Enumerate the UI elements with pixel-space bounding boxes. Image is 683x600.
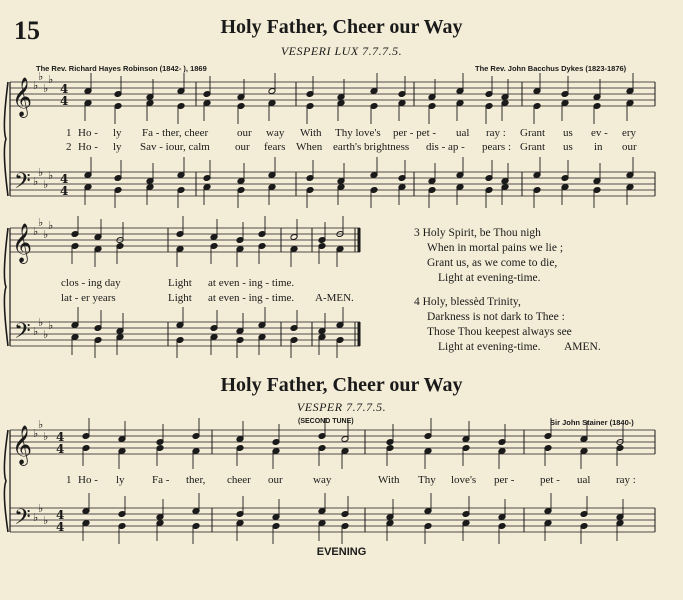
lyric-syllable: clos - ing day [61, 277, 121, 289]
lyric-syllable: way [313, 474, 332, 486]
lyric-syllable: us [563, 141, 573, 153]
time-signature: 4 [56, 430, 65, 444]
lyric-syllable: Fa - ther, cheer [142, 127, 209, 139]
flat-sign: ♭ [43, 328, 49, 341]
time-signature: 4 [56, 508, 65, 522]
lyric-syllable: us [563, 127, 573, 139]
stanza-line: Light at evening-time. [438, 272, 541, 284]
lyric-syllable: Thy [418, 474, 436, 486]
lyric-syllable: ev - [591, 127, 608, 139]
lyric-syllable: Ho - [78, 141, 98, 153]
flat-sign: ♭ [43, 82, 49, 95]
lyric-syllable: Ho - [78, 127, 98, 139]
music-credit: The Rev. John Bacchus Dykes (1823-1876) [475, 64, 627, 73]
flat-sign: ♭ [38, 316, 44, 329]
time-signature: 4 [56, 520, 65, 534]
lyric-syllable: cheer [227, 474, 251, 486]
lyric-syllable: ray : [616, 474, 636, 486]
flat-sign: ♭ [33, 175, 39, 188]
treble-clef: 𝄞 [12, 77, 33, 117]
flat-sign: ♭ [48, 73, 54, 86]
flat-sign: ♭ [48, 219, 54, 232]
stanza-line: When in mortal pains we lie ; [427, 242, 564, 254]
lyric-syllable: ual [577, 474, 591, 486]
flat-sign: ♭ [43, 430, 49, 443]
lyric-syllable: our [235, 141, 250, 153]
lyric-syllable: Grant [520, 127, 546, 139]
lyric-syllable: per - [494, 474, 515, 486]
treble-clef: 𝄞 [12, 425, 33, 465]
treble-clef: 𝄞 [12, 223, 33, 263]
hymn2-title: Holy Father, Cheer our Way [220, 374, 463, 396]
flat-sign: ♭ [38, 166, 44, 179]
page-footer-section: EVENING [316, 546, 367, 558]
flat-sign: ♭ [33, 325, 39, 338]
flat-sign: ♭ [33, 511, 39, 524]
flat-sign: ♭ [33, 427, 39, 440]
lyric-syllable: pears : [482, 141, 512, 153]
lyric-syllable: earth's brightness [333, 141, 410, 153]
stanza-line: 3 Holy Spirit, be Thou nigh [414, 227, 541, 239]
flat-sign: ♭ [43, 178, 49, 191]
lyric-syllable: ther, [186, 474, 206, 486]
lyric-syllable: ly [116, 474, 125, 486]
lyric-syllable: 1 [66, 127, 72, 139]
time-signature: 4 [60, 82, 69, 96]
lyric-syllable: love's [451, 474, 477, 486]
flat-sign: ♭ [43, 228, 49, 241]
system-brace [4, 82, 8, 196]
lyric-syllable: ual [456, 127, 470, 139]
flat-sign: ♭ [48, 319, 54, 332]
flat-sign: ♭ [48, 169, 54, 182]
tune-name: VESPERI LUX 7.7.7.5. [280, 44, 403, 58]
lyric-syllable: Thy love's [335, 127, 381, 139]
lyric-syllable: ray : [486, 127, 506, 139]
lyric-syllable: dis - ap - [426, 141, 465, 153]
flat-sign: ♭ [43, 514, 49, 527]
lyric-syllable: at even - ing - time. [208, 277, 295, 289]
lyric-syllable: ly [113, 141, 122, 153]
bass-clef: 𝄢 [14, 169, 31, 199]
lyric-syllable: Light [168, 277, 192, 289]
lyric-syllable: way [266, 127, 285, 139]
bass-clef: 𝄢 [14, 505, 31, 535]
time-signature: 4 [60, 172, 69, 186]
flat-sign: ♭ [38, 502, 44, 515]
lyric-syllable: When [296, 141, 323, 153]
system-brace [4, 228, 8, 346]
lyric-syllable: at even - ing - time. [208, 292, 295, 304]
stanza-line: Light at evening-time. [438, 341, 541, 353]
amen-label: A-MEN. [315, 292, 354, 304]
stanza-line: Grant us, as we come to die, [427, 257, 558, 269]
flat-sign: ♭ [33, 79, 39, 92]
lyric-syllable: 2 [66, 141, 72, 153]
time-signature: 4 [60, 184, 69, 198]
lyric-syllable: Sav - iour, calm [140, 141, 210, 153]
stanza-line: 4 Holy, blessèd Trinity, [414, 296, 521, 308]
lyric-syllable: ery [622, 127, 637, 139]
time-signature: 4 [60, 94, 69, 108]
lyric-syllable: per - pet - [393, 127, 437, 139]
bass-clef: 𝄢 [14, 319, 31, 349]
lyric-syllable: Grant [520, 141, 546, 153]
hymn2-music-credit: Sir John Stainer (1840-) [550, 418, 634, 427]
hymn-title: Holy Father, Cheer our Way [220, 16, 463, 38]
stanza-line: Those Thou keepest always see [427, 326, 572, 338]
time-signature: 4 [56, 442, 65, 456]
flat-sign: ♭ [33, 225, 39, 238]
lyric-syllable: Ho - [78, 474, 98, 486]
lyric-syllable: With [378, 474, 400, 486]
lyric-syllable: ly [113, 127, 122, 139]
lyric-syllable: our [622, 141, 637, 153]
system-brace [4, 430, 8, 532]
hymn-number: 15 [14, 16, 40, 45]
lyric-syllable: Light [168, 292, 192, 304]
amen-label: AMEN. [564, 341, 601, 353]
lyric-syllable: our [237, 127, 252, 139]
lyric-syllable: With [300, 127, 322, 139]
lyric-syllable: Fa - [152, 474, 170, 486]
lyric-syllable: pet - [540, 474, 560, 486]
flat-sign: ♭ [38, 418, 44, 431]
lyric-syllable: 1 [66, 474, 72, 486]
lyric-syllable: fears [264, 141, 286, 153]
words-credit: The Rev. Richard Hayes Robinson (1842- ), 1869 [36, 64, 207, 73]
flat-sign: ♭ [38, 70, 44, 83]
lyric-syllable: our [268, 474, 283, 486]
lyric-syllable: in [594, 141, 603, 153]
stanza-line: Darkness is not dark to Thee : [427, 311, 565, 323]
flat-sign: ♭ [38, 216, 44, 229]
lyric-syllable: lat - er years [61, 292, 116, 304]
hymn2-tune-name: VESPER 7.7.7.5. [296, 400, 387, 414]
second-tune-label: (SECOND TUNE) [298, 418, 354, 425]
